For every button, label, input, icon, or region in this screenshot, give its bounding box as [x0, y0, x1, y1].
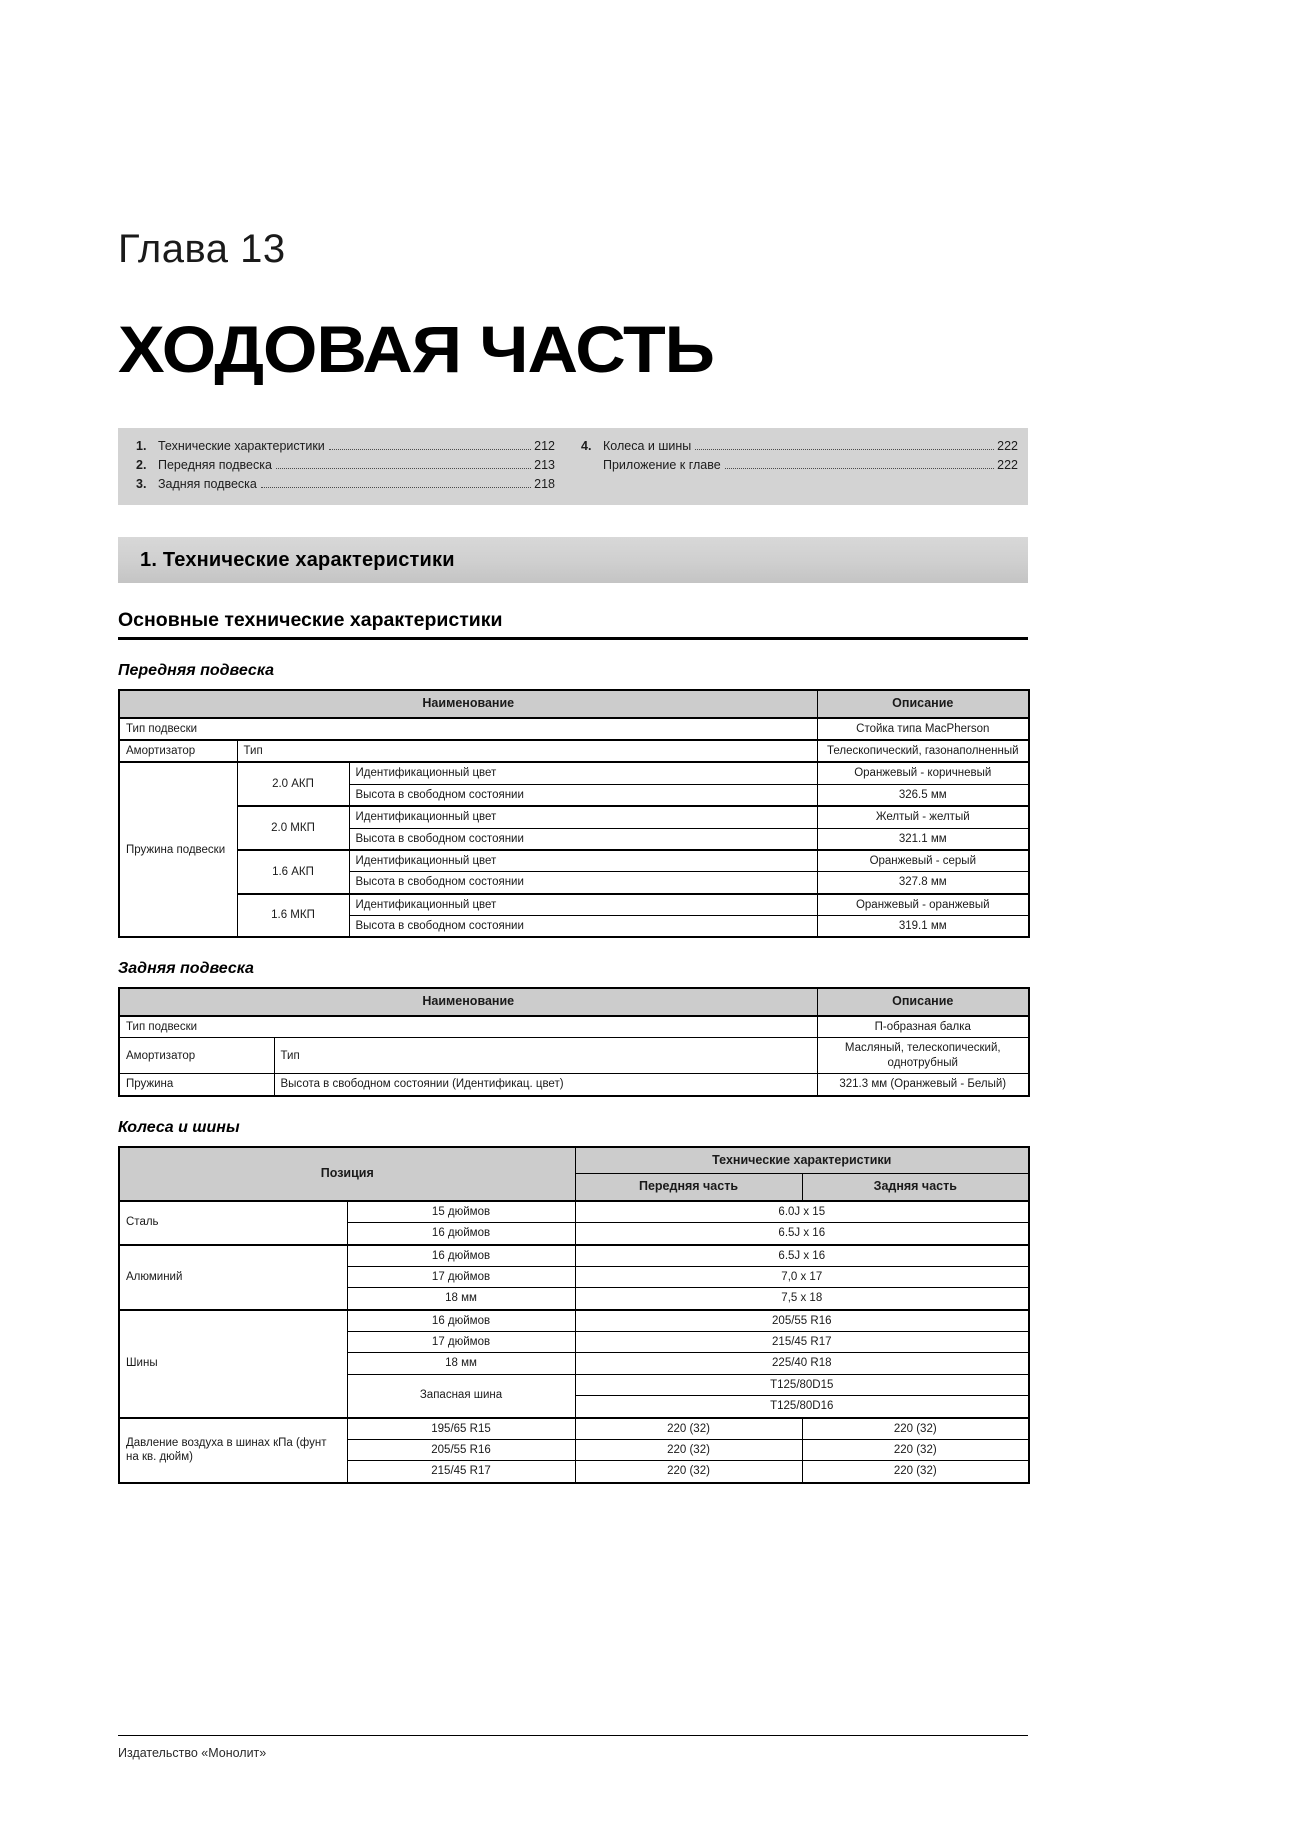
tire-size: 195/65 R15: [347, 1418, 575, 1440]
wheel-size: 17 дюймов: [347, 1266, 575, 1287]
footer-divider: [118, 1735, 1028, 1736]
chapter-label: Глава 13: [118, 227, 286, 271]
spring-param: Высота в свободном состоянии: [349, 828, 817, 850]
toc-number: 2.: [136, 458, 147, 472]
row-value-damper-type: Телескопический, газонаполненный: [817, 740, 1029, 762]
toc-label: Технические характеристики: [158, 439, 325, 453]
spring-param: Высота в свободном состоянии: [349, 872, 817, 894]
tire-pressure-label: Давление воздуха в шинах кПа (фунт на кв. дюйм): [119, 1418, 347, 1483]
wheel-group-label: Сталь: [119, 1201, 347, 1245]
spare-tire-label: Запасная шина: [347, 1374, 575, 1417]
wheel-group-label: Алюминий: [119, 1245, 347, 1310]
tire-pressure-rear: 220 (32): [802, 1418, 1029, 1440]
wheel-spec: 6.5J x 16: [575, 1245, 1029, 1267]
toc-column-left: [118, 437, 573, 494]
column-header-name: Наименование: [119, 690, 817, 718]
wheel-size: 16 дюймов: [347, 1245, 575, 1267]
toc-number: 4.: [581, 439, 592, 453]
wheel-spec: 7,0 x 17: [575, 1266, 1029, 1287]
publisher-label: Издательство «Монолит»: [118, 1746, 267, 1760]
wheel-size: 16 дюймов: [347, 1223, 575, 1245]
spring-param: Высота в свободном состоянии: [349, 784, 817, 806]
spring-value: Оранжевый - оранжевый: [817, 894, 1029, 916]
spring-value: 319.1 мм: [817, 916, 1029, 938]
wheel-size: 18 мм: [347, 1288, 575, 1310]
tire-pressure-front: 220 (32): [575, 1461, 802, 1483]
wheel-spec: 6.0J x 15: [575, 1201, 1029, 1223]
spring-value: Оранжевый - серый: [817, 850, 1029, 872]
tire-size: 205/55 R16: [347, 1439, 575, 1460]
row-value-suspension-type: Стойка типа MacPherson: [817, 718, 1029, 740]
tire-spec: T125/80D16: [575, 1396, 1029, 1418]
section-title: 1. Технические характеристики: [140, 548, 455, 571]
table-row: [119, 1038, 1029, 1074]
toc-entry[interactable]: [581, 456, 1018, 475]
rear-suspension-heading: Задняя подвеска: [118, 960, 254, 978]
spring-value: 327.8 мм: [817, 872, 1029, 894]
toc-page-number: 222: [997, 458, 1018, 472]
toc-entry[interactable]: [136, 456, 555, 475]
spring-param: Идентификационный цвет: [349, 806, 817, 828]
toc-entry[interactable]: [136, 475, 555, 494]
tire-size: 18 мм: [347, 1353, 575, 1374]
table-row: [119, 1418, 1029, 1440]
subsection-heading: Основные технические характеристики: [118, 609, 1028, 640]
toc-number: 3.: [136, 477, 147, 491]
column-header-position: Позиция: [119, 1147, 575, 1201]
table-row: [119, 806, 1029, 828]
row-sublabel-damper-type: Тип: [274, 1038, 817, 1074]
wheels-tires-heading: Колеса и шины: [118, 1118, 240, 1136]
toc-page-number: 218: [534, 477, 555, 491]
row-label-spring: Пружина: [119, 1074, 274, 1096]
spring-param: Идентификационный цвет: [349, 850, 817, 872]
tire-size: 16 дюймов: [347, 1310, 575, 1332]
wheel-group-label: Шины: [119, 1310, 347, 1418]
table-of-contents: [118, 428, 1028, 505]
wheel-spec: 6.5J x 16: [575, 1223, 1029, 1245]
table-row: [119, 1016, 1029, 1038]
table-row: [119, 1074, 1029, 1096]
toc-leader-dots: [725, 468, 994, 469]
tire-pressure-rear: 220 (32): [802, 1439, 1029, 1460]
spring-variant: 2.0 МКП: [237, 806, 349, 850]
wheel-size: 15 дюймов: [347, 1201, 575, 1223]
tire-size: 215/45 R17: [347, 1461, 575, 1483]
table-row: [119, 718, 1029, 740]
spring-value: Желтый - желтый: [817, 806, 1029, 828]
table-row: [119, 850, 1029, 872]
toc-number: 1.: [136, 439, 147, 453]
spring-param: Идентификационный цвет: [349, 894, 817, 916]
table-header-row: [119, 1147, 1029, 1174]
spring-value: Оранжевый - коричневый: [817, 762, 1029, 784]
front-suspension-table: [118, 689, 1030, 938]
page-footer: [118, 1735, 1028, 1760]
spring-value: 321.1 мм: [817, 828, 1029, 850]
tire-spec: 205/55 R16: [575, 1310, 1029, 1332]
column-header-rear: Задняя часть: [802, 1174, 1029, 1201]
row-sublabel-spring: Высота в свободном состоянии (Идентификац. цвет): [274, 1074, 817, 1096]
table-row: [119, 1310, 1029, 1332]
toc-label: Передняя подвеска: [158, 458, 272, 472]
toc-page-number: 212: [534, 439, 555, 453]
toc-entry[interactable]: [581, 437, 1018, 456]
row-value-damper-type: Масляный, телескопический, однотрубный: [817, 1038, 1029, 1074]
spring-variant: 1.6 МКП: [237, 894, 349, 938]
front-suspension-heading: Передняя подвеска: [118, 662, 275, 679]
tire-spec: 225/40 R18: [575, 1353, 1029, 1374]
toc-page-number: 213: [534, 458, 555, 472]
row-value-suspension-type: П-образная балка: [817, 1016, 1029, 1038]
tire-pressure-front: 220 (32): [575, 1439, 802, 1460]
spring-variant: 2.0 АКП: [237, 762, 349, 806]
row-label-suspension-type: Тип подвески: [119, 718, 817, 740]
toc-entry[interactable]: [136, 437, 555, 456]
column-header-description: Описание: [817, 988, 1029, 1016]
column-header-description: Описание: [817, 690, 1029, 718]
column-header-specs: Технические характеристики: [575, 1147, 1029, 1174]
page-content: [118, 0, 1028, 1484]
spring-variant: 1.6 АКП: [237, 850, 349, 894]
spring-param: Идентификационный цвет: [349, 762, 817, 784]
spring-param: Высота в свободном состоянии: [349, 916, 817, 938]
table-header-row: [119, 988, 1029, 1016]
page-title: ХОДОВАЯ ЧАСТЬ: [118, 312, 714, 386]
tire-size: 17 дюймов: [347, 1332, 575, 1353]
row-sublabel-damper-type: Тип: [237, 740, 817, 762]
toc-leader-dots: [329, 449, 531, 450]
tire-pressure-rear: 220 (32): [802, 1461, 1029, 1483]
row-label-damper: Амортизатор: [119, 740, 237, 762]
table-row: [119, 894, 1029, 916]
toc-leader-dots: [695, 449, 994, 450]
wheels-tires-table: [118, 1146, 1030, 1484]
rear-suspension-table: [118, 987, 1030, 1096]
toc-column-right: [573, 437, 1028, 494]
wheel-spec: 7,5 x 18: [575, 1288, 1029, 1310]
table-row: [119, 1245, 1029, 1267]
table-row: [119, 762, 1029, 784]
column-header-front: Передняя часть: [575, 1174, 802, 1201]
toc-label: Колеса и шины: [603, 439, 692, 453]
column-header-name: Наименование: [119, 988, 817, 1016]
toc-label: Задняя подвеска: [158, 477, 257, 491]
section-header-bar: [118, 537, 1028, 583]
row-label-suspension-type: Тип подвески: [119, 1016, 817, 1038]
tire-spec: T125/80D15: [575, 1374, 1029, 1395]
table-row: [119, 1201, 1029, 1223]
spring-value: 326.5 мм: [817, 784, 1029, 806]
toc-leader-dots: [276, 468, 531, 469]
toc-leader-dots: [261, 487, 531, 488]
row-value-spring: 321.3 мм (Оранжевый - Белый): [817, 1074, 1029, 1096]
table-row: [119, 740, 1029, 762]
toc-page-number: 222: [997, 439, 1018, 453]
tire-spec: 215/45 R17: [575, 1332, 1029, 1353]
row-label-damper: Амортизатор: [119, 1038, 274, 1074]
row-label-spring: Пружина подвески: [119, 762, 237, 937]
toc-label: Приложение к главе: [603, 458, 721, 472]
table-header-row: [119, 690, 1029, 718]
tire-pressure-front: 220 (32): [575, 1418, 802, 1440]
